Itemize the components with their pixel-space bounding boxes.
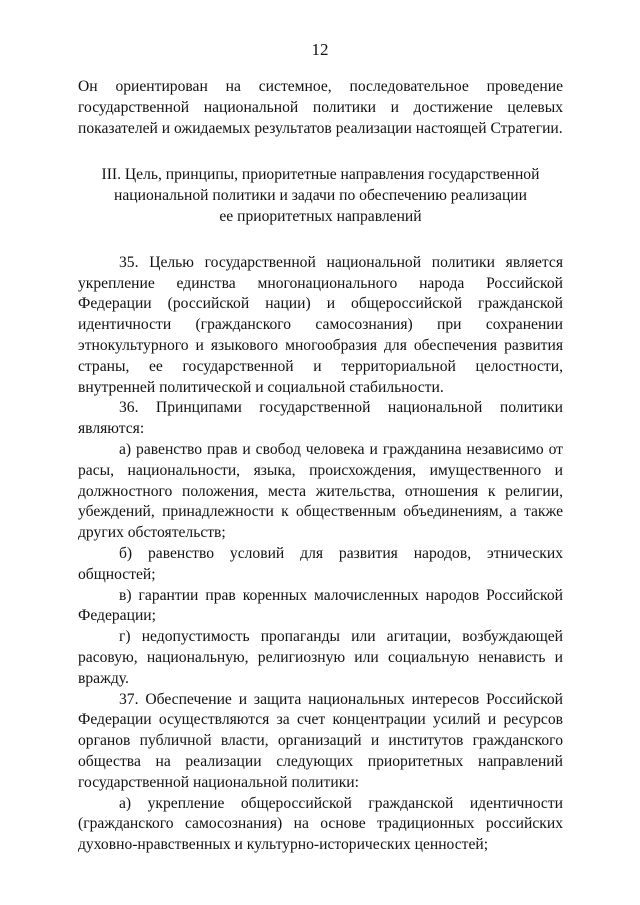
section-heading-line-3: ее приоритетных направлений [219, 207, 422, 225]
page-number: 12 [311, 40, 329, 59]
paragraph-36-item-b: б) равенство условий для развития народов, этнических общностей; [78, 544, 563, 583]
paragraph-35: 35. Целью государственной национальной политики является укрепление единства многонационального народа Российской Федерации (российской нации) и общероссийской гражданской идентичности (гражданского самосознания) при сохранении этнокультурного и языкового многообразия для обеспечения развития страны, ее государственной и территориальной целостности, внутренней политической и социальной стабильности. [78, 253, 563, 396]
section-heading-line-2: национальной политики и задачи по обеспечению реализации [113, 187, 527, 205]
paragraph-36-item-v: в) гарантии прав коренных малочисленных народов Российской Федерации; [78, 586, 563, 625]
paragraph-37-item-a: а) укрепление общероссийской гражданской идентичности (гражданского самосознания) на основе традиционных российских духовно-нравственных и культурно-исторических ценностей; [78, 794, 563, 854]
paragraph-36: 36. Принципами государственной национальной политики являются: [78, 399, 563, 438]
paragraph-37: 37. Обеспечение и защита национальных интересов Российской Федерации осуществляются за счет концентрации усилий и ресурсов органов публичной власти, организаций и институтов гражданского общества на реализации следующих приоритетных направлений государственной национальной политики: [78, 690, 563, 791]
paragraph-36-item-g: г) недопустимость пропаганды или агитации, возбуждающей расовую, национальную, религиозную или социальную ненависть и вражду. [78, 628, 563, 687]
paragraph-36-item-a: а) равенство прав и свобод человека и гражданина независимо от расы, национальности, языка, происхождения, имущественного и должностного положения, места жительства, отношения к религии, убеждений, принадлежности к общественным объединениям, а также других обстоятельств; [78, 440, 563, 542]
section-heading [78, 165, 563, 227]
document-body [78, 77, 563, 856]
section-heading-line-1: III. Цель, принципы, приоритетные направления государственной [101, 166, 540, 184]
intro-paragraph: Он ориентирован на системное, последовательное проведение государственной национальной политики и достижение целевых показателей и ожидаемых результатов реализации настоящей Стратегии. [78, 78, 563, 137]
